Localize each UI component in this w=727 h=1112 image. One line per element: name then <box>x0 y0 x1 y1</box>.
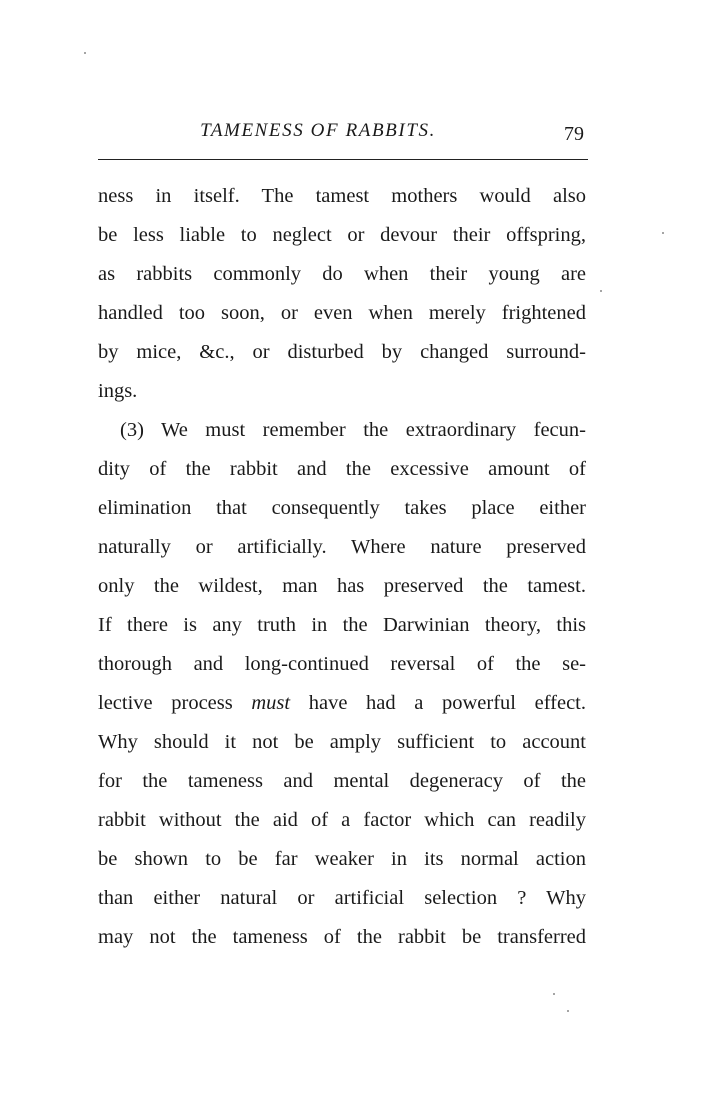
paper-speck <box>567 1010 569 1012</box>
text-line: naturally or artificially. Where nature preserved <box>98 536 586 558</box>
text-line: ness in itself. The tamest mothers would also <box>98 185 586 207</box>
emphasized-word: must <box>251 692 291 714</box>
text-segment: have had a powerful effect. <box>308 692 586 714</box>
body-text <box>98 177 586 957</box>
paper-speck <box>662 232 664 234</box>
text-line: handled too soon, or even when merely frightened <box>98 302 586 324</box>
text-line: elimination that consequently takes place either <box>98 497 586 519</box>
text-line: If there is any truth in the Darwinian theory, this <box>98 614 586 636</box>
text-line: thorough and long-continued reversal of the se- <box>98 653 586 675</box>
text-line: Why should it not be amply sufficient to account <box>98 731 586 753</box>
text-line <box>98 684 586 723</box>
text-line: for the tameness and mental degeneracy of the <box>98 770 586 792</box>
header-rule <box>98 159 588 160</box>
paper-speck <box>84 52 86 54</box>
text-line: by mice, &c., or disturbed by changed surround- <box>98 341 586 363</box>
text-line: than either natural or artificial selection ? Why <box>98 887 586 909</box>
text-line: dity of the rabbit and the excessive amount of <box>98 458 586 480</box>
running-head <box>98 118 586 158</box>
paragraph-start-line: (3) We must remember the extraordinary fecun- <box>120 419 586 441</box>
text-line: rabbit without the aid of a factor which can readily <box>98 809 586 831</box>
text-line: be shown to be far weaker in its normal action <box>98 848 586 870</box>
paper-speck <box>600 290 602 292</box>
text-line: may not the tameness of the rabbit be transferred <box>98 926 586 948</box>
text-line: be less liable to neglect or devour their offspring, <box>98 224 586 246</box>
text-segment: lective process <box>98 692 233 714</box>
text-line: ings. <box>98 380 138 402</box>
paper-speck <box>553 993 555 995</box>
page-number: 79 <box>564 123 584 145</box>
text-line: as rabbits commonly do when their young are <box>98 263 586 285</box>
text-line: only the wildest, man has preserved the tamest. <box>98 575 586 597</box>
running-title: TAMENESS OF RABBITS. <box>200 120 436 141</box>
